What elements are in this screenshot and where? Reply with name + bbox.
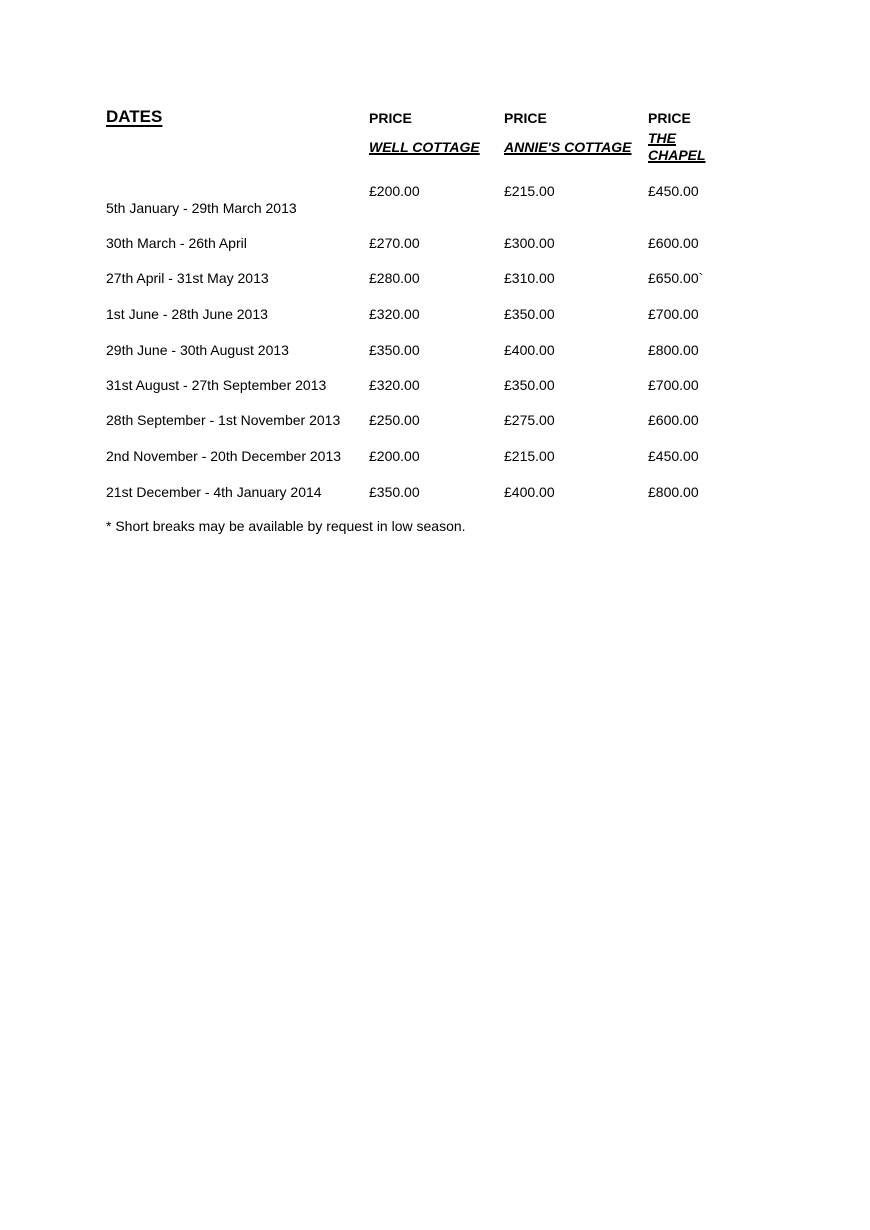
price-annies-cottage: £215.00 (504, 183, 555, 199)
price-well-cottage: £350.00 (369, 484, 420, 500)
price-the-chapel: £800.00 (648, 342, 699, 358)
price-the-chapel: £450.00 (648, 183, 699, 199)
property-heading-annies-cottage: ANNIE'S COTTAGE (504, 139, 632, 155)
row-dates: 29th June - 30th August 2013 (106, 342, 289, 358)
price-the-chapel: £600.00 (648, 412, 699, 428)
row-dates: 30th March - 26th April (106, 235, 247, 251)
footnote: * Short breaks may be available by request in low season. (106, 518, 466, 534)
price-well-cottage: £200.00 (369, 183, 420, 199)
price-the-chapel: £650.00` (648, 270, 704, 286)
price-annies-cottage: £400.00 (504, 342, 555, 358)
row-dates: 28th September - 1st November 2013 (106, 412, 341, 428)
price-well-cottage: £270.00 (369, 235, 420, 251)
price-the-chapel: £600.00 (648, 235, 699, 251)
row-dates: 21st December - 4th January 2014 (106, 484, 322, 500)
price-heading-1: PRICE (369, 110, 412, 126)
price-annies-cottage: £350.00 (504, 306, 555, 322)
price-annies-cottage: £310.00 (504, 270, 555, 286)
price-annies-cottage: £275.00 (504, 412, 555, 428)
price-heading-2: PRICE (504, 110, 547, 126)
price-the-chapel: £450.00 (648, 448, 699, 464)
property-heading-the-chapel: THE CHAPEL (648, 130, 706, 163)
row-dates: 2nd November - 20th December 2013 (106, 448, 342, 464)
price-annies-cottage: £215.00 (504, 448, 555, 464)
row-dates: 1st June - 28th June 2013 (106, 306, 268, 322)
price-well-cottage: £200.00 (369, 448, 420, 464)
price-annies-cottage: £400.00 (504, 484, 555, 500)
price-well-cottage: £280.00 (369, 270, 420, 286)
row-dates: 31st August - 27th September 2013 (106, 377, 327, 393)
price-the-chapel: £700.00 (648, 377, 699, 393)
price-well-cottage: £250.00 (369, 412, 420, 428)
price-the-chapel: £800.00 (648, 484, 699, 500)
row-dates: 5th January - 29th March 2013 (106, 200, 297, 216)
price-well-cottage: £320.00 (369, 377, 420, 393)
price-annies-cottage: £300.00 (504, 235, 555, 251)
row-dates: 27th April - 31st May 2013 (106, 270, 269, 286)
property-heading-well-cottage: WELL COTTAGE (369, 139, 480, 155)
price-heading-3: PRICE (648, 110, 691, 126)
price-the-chapel: £700.00 (648, 306, 699, 322)
price-annies-cottage: £350.00 (504, 377, 555, 393)
price-well-cottage: £350.00 (369, 342, 420, 358)
price-well-cottage: £320.00 (369, 306, 420, 322)
dates-heading: DATES (106, 107, 163, 126)
